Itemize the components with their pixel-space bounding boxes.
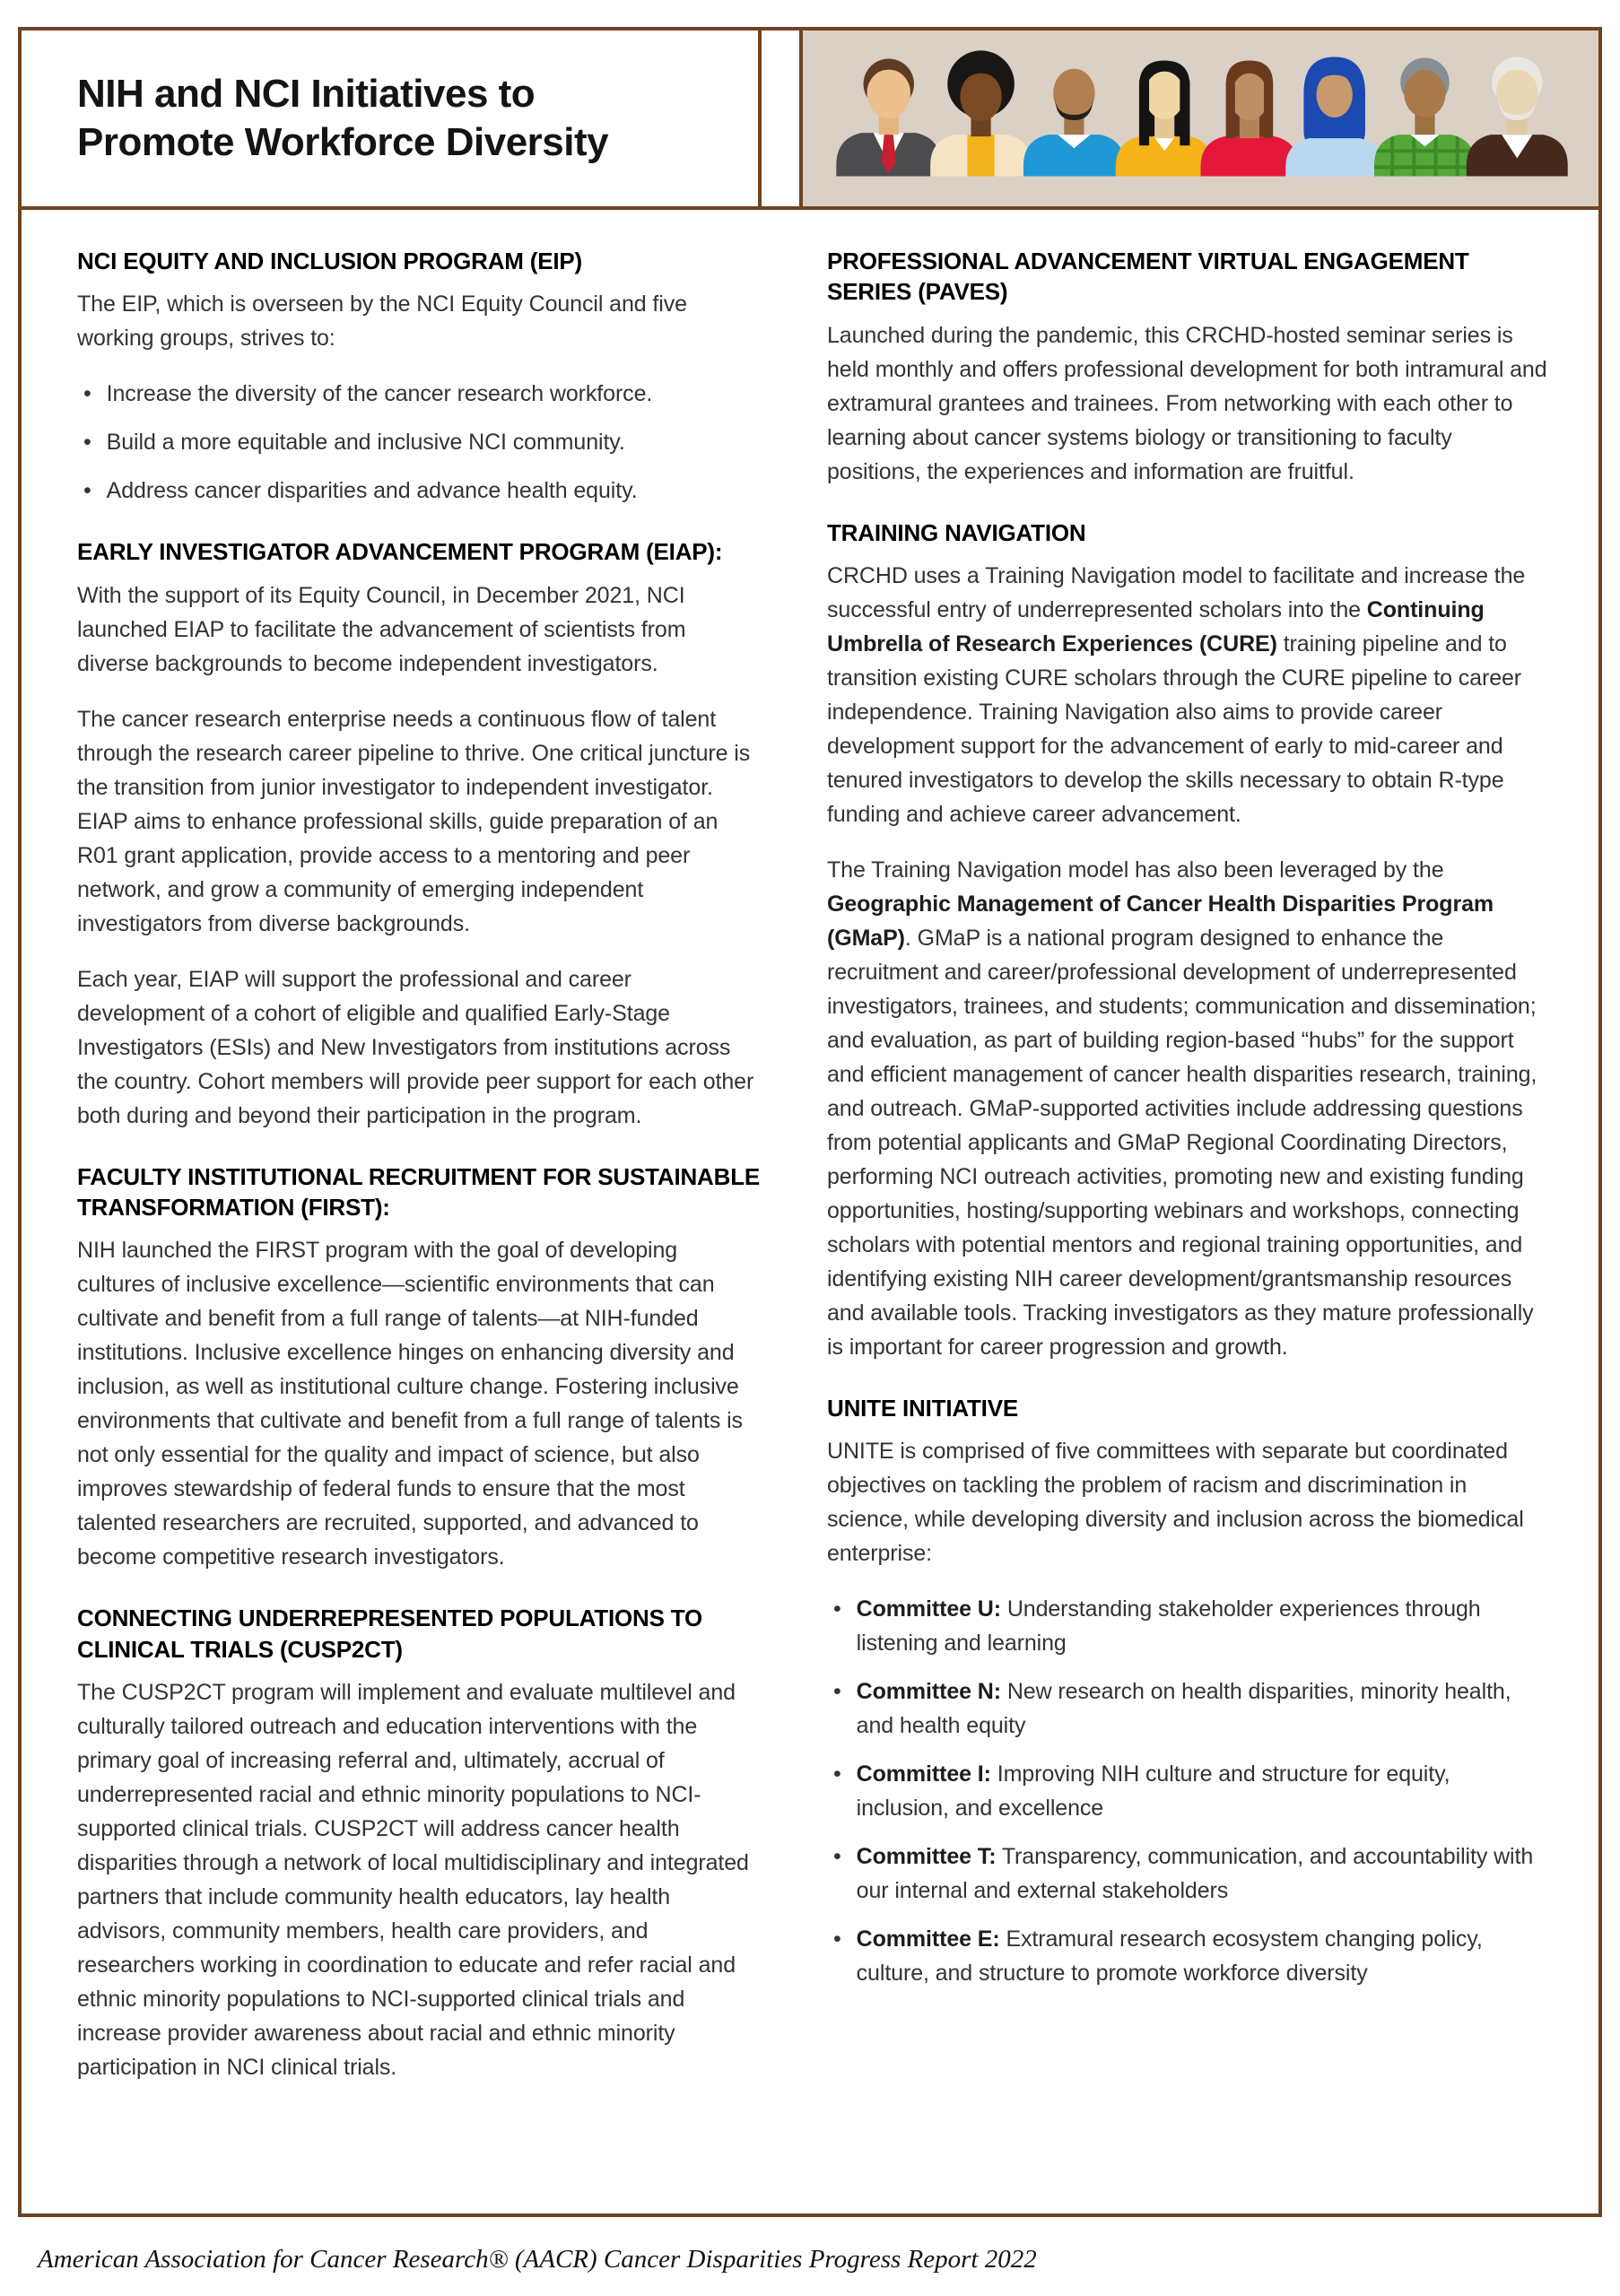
section-heading: CONNECTING UNDERREPRESENTED POPULATIONS TO CLINICAL TRIALS (CUSP2CT)	[77, 1605, 703, 1663]
col-right	[827, 222, 1548, 2106]
paragraph: NIH launched the FIRST program with the goal of developing cultures of inclusive excellence—scientific environments that can cultivate and benefit from a full range of talents—at NIH-funded institutions. Inclusive excellence hinges on enhancing diversity and inclusion, as well as institutional culture change. Fostering inclusive environments that cultivate and benefit from a full range of talents is not only essential for the quality and impact of science, but also improves stewardship of federal funds to ensure that the most talented researchers are recruited, supported, and advanced to become competitive research investigators.	[77, 1238, 743, 1570]
bullet-list	[827, 1592, 1548, 1990]
paragraph: With the support of its Equity Council, in December 2021, NCI launched EIAP to facilitate the advancement of scientists from diverse backgrounds to become independent investigators.	[77, 582, 686, 676]
section-heading: PROFESSIONAL ADVANCEMENT VIRTUAL ENGAGEMENT SERIES (PAVES)	[827, 248, 1469, 306]
paragraph: The Training Navigation model has also been leveraged by the Geographic Management of Cancer Health Disparities Program (GMaP). GMaP is a national program designed to enhance the recruitment and career/professional development of underrepresented investigators, trainees, and students; communication and dissemination; and evaluation, as part of building region-based “hubs” for the support and efficient management of cancer health disparities research, training, and outreach. GMaP-supported activities include addressing questions from potential applicants and GMaP Regional Coordinating Directors, performing NCI outreach activities, promoting new and existing funding opportunities, hosting/supporting webinars and workshops, connecting scholars with potential mentors and regional training opportunities, and identifying existing NIH career development/grantsmanship resources and available tools. Tracking investigators as they mature professionally is important for career progression and growth.	[827, 857, 1537, 1360]
list-item	[77, 425, 761, 459]
list-item	[77, 474, 761, 508]
list-item	[827, 1922, 1548, 1990]
header	[22, 30, 1598, 210]
list-item-text: Committee T: Transparency, communication, and accountability with our internal and external stakeholders	[856, 1844, 1534, 1904]
list-item	[827, 1839, 1548, 1908]
page-title	[77, 70, 608, 166]
section-heading: NCI EQUITY AND INCLUSION PROGRAM (EIP)	[77, 248, 582, 274]
page-title-line-1: NIH and NCI Initiatives to	[77, 72, 536, 117]
section-heading: TRAINING NAVIGATION	[827, 518, 1086, 546]
list-item-text: Committee N: New research on health disparities, minority health, and health equity	[856, 1679, 1511, 1739]
bullet-icon: •	[833, 1596, 841, 1622]
section	[77, 246, 761, 508]
title-box	[22, 30, 762, 206]
list-item	[827, 1674, 1548, 1743]
list-item	[77, 377, 761, 411]
bullet-icon: •	[83, 430, 91, 456]
paragraph: Each year, EIAP will support the professional and career development of a cohort of eligible and qualified Early-Stage Investigators (ESIs) and New Investigators from institutions across the country. Cohort members will provide peer support for each other both during and beyond their participation in the program.	[77, 966, 754, 1128]
section-heading: EARLY INVESTIGATOR ADVANCEMENT PROGRAM (EIAP):	[77, 538, 723, 566]
footer-credit: American Association for Cancer Research® (AACR) Cancer Disparities Progress Report 2022	[38, 2245, 1037, 2274]
bullet-icon: •	[83, 381, 91, 407]
bullet-icon: •	[83, 478, 91, 504]
list-item	[827, 1592, 1548, 1660]
paragraph: The cancer research enterprise needs a continuous flow of talent through the research career pipeline to thrive. One critical juncture is the transition from junior investigator to independent investigator. EIAP aims to enhance professional skills, guide preparation of an R01 grant application, provide access to a mentoring and peer network, and grow a community of emerging independent investigators from diverse backgrounds.	[77, 706, 751, 936]
list-item-text: Increase the diversity of the cancer research workforce.	[106, 381, 653, 407]
diverse-people-illustration-svg	[803, 30, 1598, 206]
paragraph: CRCHD uses a Training Navigation model to facilitate and increase the successful entry of underrepresented scholars into the Continuing Umbrella of Research Experiences (CURE) training pipeline and to transition existing CURE scholars through the CURE pipeline to career independence. Training Navigation also aims to provide career development support for the advancement of early to mid-career and tenured investigators to develop the skills necessary to obtain R-type funding and achieve career advancement.	[827, 562, 1526, 827]
col-left	[77, 222, 761, 2106]
diverse-people-illustration	[799, 30, 1598, 206]
page-border	[18, 27, 1602, 2217]
paragraph: The EIP, which is overseen by the NCI Equity Council and five working groups, strives to:	[77, 291, 687, 352]
section	[827, 517, 1548, 1364]
list-item-text: Committee E: Extramural research ecosystem changing policy, culture, and structure to promote workforce diversity	[856, 1926, 1483, 1987]
bullet-icon: •	[833, 1926, 841, 1952]
paragraph: Launched during the pandemic, this CRCHD-hosted seminar series is held monthly and offers professional development for both intramural and extramural grantees and trainees. From networking with each other to learning about cancer systems biology or transitioning to faculty positions, the experiences and information are fruitful.	[827, 322, 1547, 484]
section	[77, 1161, 761, 1575]
header-gap	[762, 30, 799, 206]
list-item-text: Committee U: Understanding stakeholder experiences through listening and learning	[856, 1596, 1481, 1657]
bullet-icon: •	[833, 1761, 841, 1787]
main-content	[22, 210, 1598, 2106]
list-item-text: Build a more equitable and inclusive NCI community.	[106, 430, 625, 456]
section	[827, 1393, 1548, 1990]
paragraph: UNITE is comprised of five committees with separate but coordinated objectives on tackling the problem of racism and discrimination in science, while developing diversity and inclusion across the biomedical enterprise:	[827, 1439, 1524, 1567]
section	[77, 536, 761, 1132]
section-heading: UNITE INITIATIVE	[827, 1394, 1018, 1422]
paragraph: The CUSP2CT program will implement and evaluate multilevel and culturally tailored outreach and education interventions with the primary goal of increasing referral and, ultimately, accrual of underrepresented racial and ethnic minority populations to NCI-supported clinical trials. CUSP2CT will address cancer health disparities through a network of local multidisciplinary and integrated partners that include community health educators, lay health advisors, community members, health care providers, and researchers working in coordination to educate and refer racial and ethnic minority populations to NCI-supported clinical trials and increase provider awareness about racial and ethnic minority participation in NCI clinical trials.	[77, 1679, 749, 2080]
page-title-line-2: Promote Workforce Diversity	[77, 120, 609, 164]
bullet-icon: •	[833, 1679, 841, 1705]
section	[827, 246, 1548, 489]
section	[77, 1603, 761, 2084]
bullet-icon: •	[833, 1844, 841, 1870]
section-heading: FACULTY INSTITUTIONAL RECRUITMENT FOR SUSTAINABLE TRANSFORMATION (FIRST):	[77, 1162, 761, 1221]
bullet-list	[77, 377, 761, 508]
list-item	[827, 1757, 1548, 1825]
list-item-text: Address cancer disparities and advance health equity.	[106, 478, 638, 504]
list-item-text: Committee I: Improving NIH culture and structure for equity, inclusion, and excellence	[856, 1761, 1450, 1822]
